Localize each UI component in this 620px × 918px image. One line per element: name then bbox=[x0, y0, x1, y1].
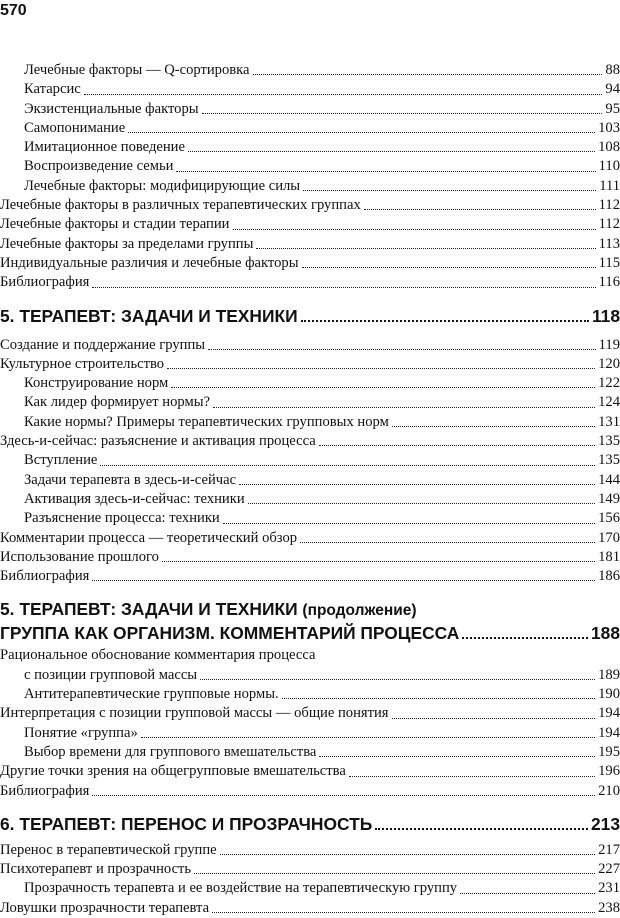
toc-entry-title: Катарсис bbox=[24, 81, 81, 98]
toc-entry-title: Интерпретация с позиции групповой массы — общие понятия bbox=[0, 705, 389, 722]
toc-section-4 bbox=[0, 841, 620, 918]
dot-leader bbox=[300, 542, 595, 543]
dot-leader bbox=[282, 698, 595, 699]
dot-leader bbox=[92, 580, 595, 581]
toc-entry[interactable] bbox=[0, 762, 620, 781]
toc-entry[interactable] bbox=[0, 100, 620, 119]
toc-entry-title: Библиография bbox=[0, 782, 90, 799]
dot-leader bbox=[167, 368, 595, 369]
toc-entry-page: 238 bbox=[598, 899, 620, 916]
dot-leader bbox=[253, 74, 603, 75]
toc-entry[interactable] bbox=[0, 177, 620, 196]
toc-entry-title: Перенос в терапевтической группе bbox=[0, 841, 217, 858]
toc-entry[interactable] bbox=[0, 393, 620, 412]
toc-entry-heading: Рациональное обоснование комментария процесса bbox=[0, 647, 316, 664]
dot-leader bbox=[162, 561, 595, 562]
chapter-page: 188 bbox=[590, 623, 620, 644]
toc-entry[interactable] bbox=[0, 548, 620, 567]
toc-entry-title: Воспроизведение семьи bbox=[24, 158, 174, 175]
toc-entry-title: Антитерапевтические групповые нормы. bbox=[24, 686, 279, 703]
toc-entry[interactable] bbox=[0, 61, 620, 80]
toc-entry-page: 196 bbox=[598, 763, 620, 780]
toc-entry-page: 144 bbox=[598, 471, 620, 488]
dot-leader bbox=[223, 523, 595, 524]
toc-entry-title: Лечебные факторы: модифицирующие силы bbox=[24, 177, 301, 194]
toc-entry-page: 108 bbox=[598, 139, 620, 156]
toc-entry-page: 122 bbox=[598, 375, 620, 392]
page-number: 570 bbox=[0, 2, 27, 19]
toc-entry-page: 194 bbox=[598, 724, 620, 741]
toc-entry-title: Активация здесь-и-сейчас: техники bbox=[24, 490, 245, 507]
chapter-page: 118 bbox=[591, 305, 620, 326]
chapter-heading-6[interactable] bbox=[0, 813, 620, 835]
toc-entry-title: Ловушки прозрачности терапевта bbox=[0, 899, 210, 916]
dot-leader bbox=[128, 132, 595, 133]
toc-entry-title: Какие нормы? Примеры терапевтических групповых норм bbox=[24, 413, 389, 430]
dot-leader bbox=[202, 113, 603, 114]
toc-entry-title: Культурное строительство bbox=[0, 355, 165, 372]
table-of-contents bbox=[0, 61, 620, 918]
toc-entry-title: Выбор времени для группового вмешательства bbox=[24, 743, 317, 760]
toc-entry-page: 131 bbox=[598, 413, 620, 430]
toc-entry-page: 210 bbox=[598, 782, 620, 799]
toc-entry-title: Библиография bbox=[0, 274, 90, 291]
chapter-title: 5. ТЕРАПЕВТ: ЗАДАЧИ И ТЕХНИКИ bbox=[0, 599, 298, 620]
toc-entry-title: Конструирование норм bbox=[24, 375, 169, 392]
toc-entry-page: 112 bbox=[598, 216, 620, 233]
chapter-title: 5. ТЕРАПЕВТ: ЗАДАЧИ И ТЕХНИКИ bbox=[0, 305, 298, 326]
toc-entry-page: 135 bbox=[598, 452, 620, 469]
dot-leader bbox=[171, 387, 595, 388]
toc-entry-page: 135 bbox=[598, 433, 620, 450]
toc-entry-title: Вступление bbox=[24, 452, 98, 469]
dot-leader bbox=[92, 287, 595, 288]
toc-entry-title: Экзистенциальные факторы bbox=[24, 100, 199, 117]
dot-leader bbox=[220, 854, 595, 855]
toc-entry[interactable] bbox=[0, 567, 620, 586]
toc-entry-title: Индивидуальные различия и лечебные факторы bbox=[0, 254, 299, 271]
toc-entry[interactable] bbox=[0, 254, 620, 273]
toc-entry-page: 186 bbox=[598, 568, 620, 585]
toc-entry-page: 190 bbox=[598, 686, 620, 703]
toc-entry[interactable] bbox=[0, 529, 620, 548]
toc-entry-page: 149 bbox=[598, 490, 620, 507]
toc-entry-title: Другие точки зрения на общегрупповые вмешательства bbox=[0, 763, 346, 780]
toc-entry[interactable] bbox=[0, 374, 620, 393]
toc-entry-title: Понятие «группа» bbox=[24, 724, 138, 741]
dot-leader bbox=[349, 776, 595, 777]
toc-entry[interactable] bbox=[0, 509, 620, 528]
toc-entry-page: 170 bbox=[598, 529, 620, 546]
toc-entry[interactable] bbox=[0, 860, 620, 879]
dot-leader bbox=[194, 873, 595, 874]
toc-entry-title: Создание и поддержание группы bbox=[0, 336, 206, 353]
toc-entry-title: Разъяснение процесса: техники bbox=[24, 510, 220, 527]
toc-entry[interactable] bbox=[0, 899, 620, 918]
toc-entry-title: Библиография bbox=[0, 568, 90, 585]
dot-leader bbox=[141, 737, 595, 738]
toc-entry[interactable] bbox=[0, 879, 620, 898]
toc-entry[interactable] bbox=[0, 451, 620, 470]
toc-entry-title: Лечебные факторы и стадии терапии bbox=[0, 216, 230, 233]
dot-leader bbox=[84, 94, 603, 95]
dot-leader bbox=[364, 209, 596, 210]
toc-section-2 bbox=[0, 336, 620, 587]
toc-entry-page: 110 bbox=[598, 158, 620, 175]
toc-entry-title: с позиции групповой массы bbox=[24, 666, 198, 683]
toc-entry[interactable] bbox=[0, 138, 620, 157]
toc-entry-page: 88 bbox=[605, 62, 620, 78]
dot-leader bbox=[233, 229, 596, 230]
chapter-page: 213 bbox=[590, 813, 620, 834]
toc-entry-page: 181 bbox=[598, 548, 620, 565]
toc-entry[interactable] bbox=[0, 841, 620, 860]
dot-leader bbox=[213, 407, 595, 408]
toc-entry-title: Психотерапевт и прозрачность bbox=[0, 861, 192, 878]
toc-entry[interactable] bbox=[0, 490, 620, 509]
dot-leader bbox=[208, 349, 596, 350]
toc-entry-page: 111 bbox=[599, 177, 620, 194]
toc-entry[interactable] bbox=[0, 157, 620, 176]
dot-leader bbox=[375, 828, 588, 830]
dot-leader bbox=[460, 893, 595, 894]
toc-entry-page: 119 bbox=[598, 336, 620, 353]
toc-entry-page: 227 bbox=[598, 861, 620, 878]
toc-entry-title: Комментарии процесса — теоретический обзор bbox=[0, 529, 298, 546]
dot-leader bbox=[301, 320, 589, 322]
toc-entry-title: Лечебные факторы — Q-сортировка bbox=[24, 62, 250, 78]
dot-leader bbox=[212, 912, 595, 913]
toc-entry[interactable] bbox=[0, 743, 620, 762]
toc-entry-page: 189 bbox=[598, 666, 620, 683]
toc-entry[interactable] bbox=[0, 704, 620, 723]
toc-entry[interactable] bbox=[0, 80, 620, 99]
toc-entry[interactable] bbox=[0, 666, 620, 685]
toc-entry[interactable] bbox=[0, 724, 620, 743]
toc-entry[interactable] bbox=[0, 235, 620, 254]
toc-entry-page: 195 bbox=[598, 743, 620, 760]
dot-leader bbox=[319, 445, 595, 446]
toc-entry-page: 231 bbox=[598, 880, 620, 897]
chapter-heading-5-continued[interactable] bbox=[0, 598, 620, 622]
toc-entry[interactable] bbox=[0, 782, 620, 801]
toc-entry-title: Задачи терапевта в здесь-и-сейчас bbox=[24, 471, 237, 488]
toc-entry-page: 112 bbox=[598, 197, 620, 214]
toc-entry-page: 116 bbox=[598, 274, 620, 291]
toc-entry-page: 217 bbox=[598, 841, 620, 858]
toc-entry[interactable] bbox=[0, 215, 620, 234]
dot-leader bbox=[92, 795, 595, 796]
chapter-title: 6. ТЕРАПЕВТ: ПЕРЕНОС И ПРОЗРАЧНОСТЬ bbox=[0, 813, 373, 834]
toc-entry[interactable] bbox=[0, 413, 620, 432]
toc-entry[interactable] bbox=[0, 336, 620, 355]
toc-entry-title: Как лидер формирует нормы? bbox=[24, 394, 210, 411]
dot-leader bbox=[303, 190, 596, 191]
dot-leader bbox=[248, 503, 595, 504]
toc-entry[interactable] bbox=[0, 471, 620, 490]
chapter-subtitle: ГРУППА КАК ОРГАНИЗМ. КОММЕНТАРИЙ ПРОЦЕССА bbox=[0, 623, 460, 644]
chapter-heading-5[interactable] bbox=[0, 305, 620, 327]
toc-entry-page: 194 bbox=[598, 705, 620, 722]
toc-entry-title: Самопонимание bbox=[24, 119, 126, 136]
toc-entry[interactable] bbox=[0, 196, 620, 215]
toc-section-1 bbox=[0, 61, 620, 293]
dot-leader bbox=[302, 267, 596, 268]
dot-leader bbox=[392, 426, 595, 427]
dot-leader bbox=[176, 171, 595, 172]
dot-leader bbox=[239, 484, 595, 485]
toc-entry[interactable] bbox=[0, 685, 620, 704]
toc-entry-title: Лечебные факторы за пределами группы bbox=[0, 235, 254, 252]
toc-section-3 bbox=[0, 666, 620, 801]
dot-leader bbox=[392, 718, 596, 719]
dot-leader bbox=[256, 248, 595, 249]
toc-entry-title: Лечебные факторы в различных терапевтических группах bbox=[0, 197, 361, 214]
toc-entry-page: 115 bbox=[598, 254, 620, 271]
toc-entry-page: 95 bbox=[605, 100, 620, 117]
toc-entry-page: 103 bbox=[598, 119, 620, 136]
toc-entry-page: 156 bbox=[598, 510, 620, 527]
dot-leader bbox=[188, 151, 595, 152]
dot-leader bbox=[462, 637, 588, 639]
toc-entry-page: 120 bbox=[598, 355, 620, 372]
chapter-title-suffix: (продолжение) bbox=[302, 602, 417, 620]
toc-entry[interactable] bbox=[0, 273, 620, 292]
toc-entry[interactable] bbox=[0, 119, 620, 138]
toc-entry-title: Прозрачность терапевта и ее воздействие на терапевтическую группу bbox=[24, 880, 458, 897]
toc-entry[interactable] bbox=[0, 355, 620, 374]
toc-entry-title: Здесь-и-сейчас: разъяснение и активация процесса bbox=[0, 433, 316, 450]
dot-leader bbox=[200, 679, 595, 680]
toc-entry-title: Использование прошлого bbox=[0, 548, 159, 565]
chapter-heading-5-continued-line2[interactable] bbox=[0, 622, 620, 644]
dot-leader bbox=[100, 465, 595, 466]
toc-entry-page: 94 bbox=[605, 81, 620, 98]
toc-entry-page: 113 bbox=[598, 235, 620, 252]
dot-leader bbox=[319, 756, 595, 757]
toc-entry[interactable] bbox=[0, 432, 620, 451]
toc-entry-page: 124 bbox=[598, 394, 620, 411]
toc-entry-title: Имитационное поведение bbox=[24, 139, 185, 156]
